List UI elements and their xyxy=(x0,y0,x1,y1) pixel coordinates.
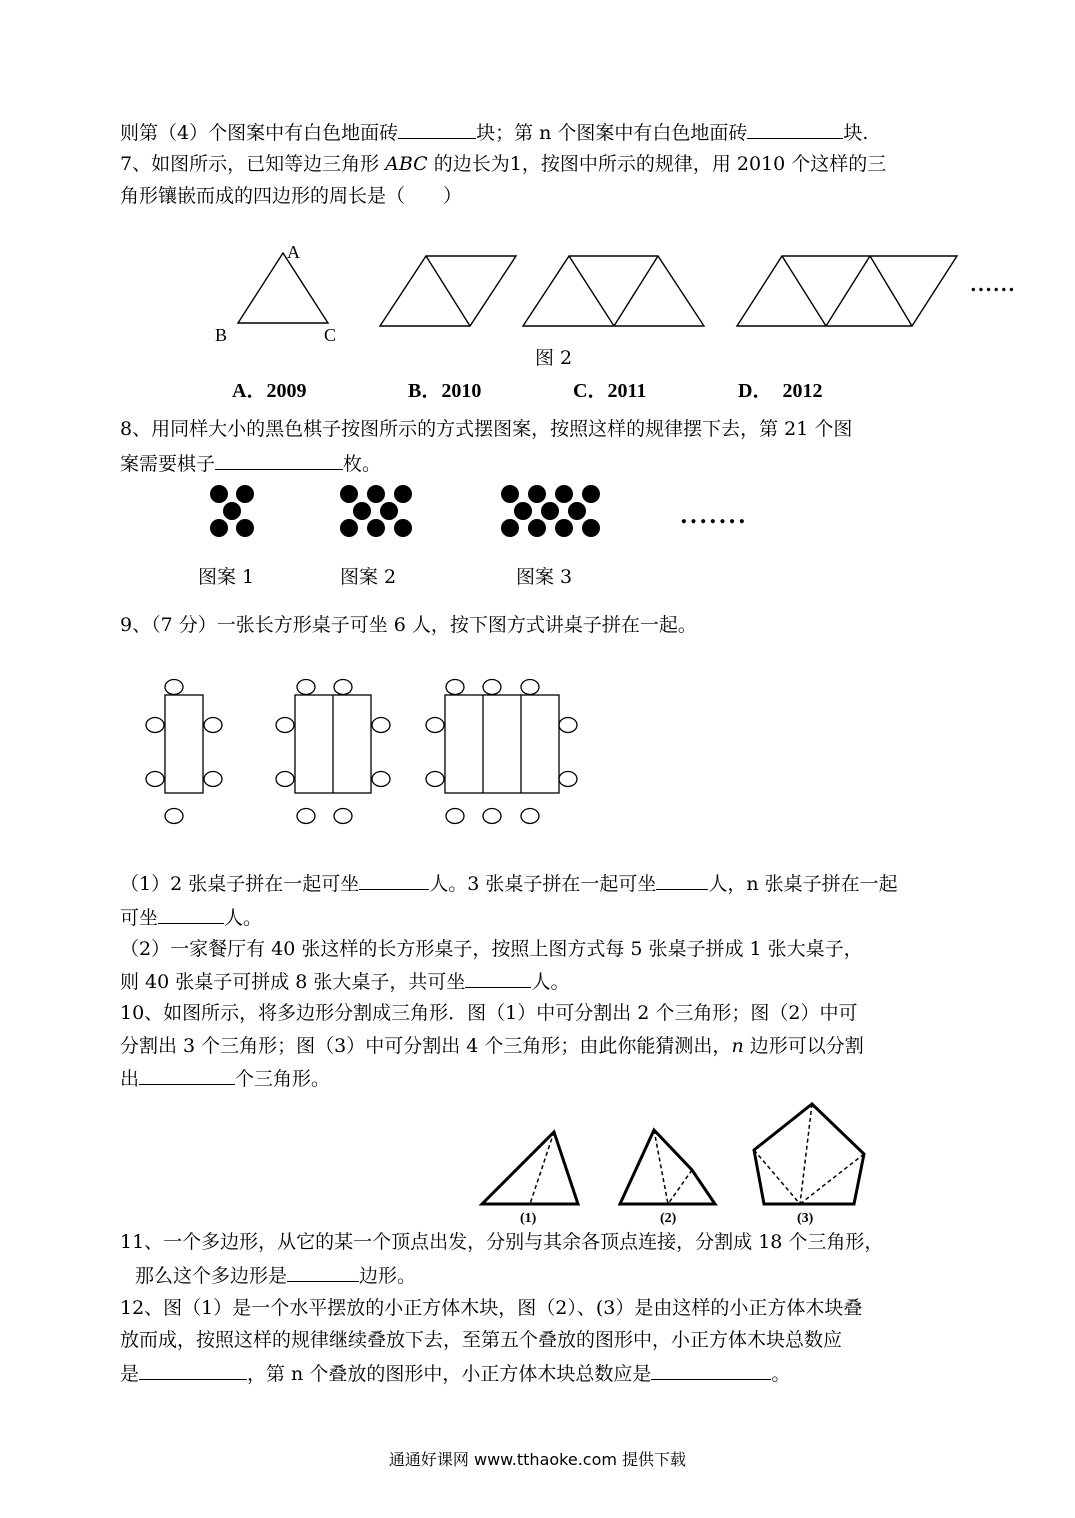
q7-text: 7、如图所示，已知等边三角形 xyxy=(120,153,386,175)
q9-text: 人。 xyxy=(224,907,263,929)
answer-blank[interactable] xyxy=(139,1066,235,1085)
option-a[interactable]: A．2009 xyxy=(232,380,307,402)
pattern-2-label: 图案 2 xyxy=(340,566,397,588)
q8-text: 案需要棋子 xyxy=(120,453,216,475)
figure-label-3: (3) xyxy=(797,1211,814,1226)
pattern-3-label: 图案 3 xyxy=(516,566,573,588)
q11-text: 那么这个多边形是 xyxy=(135,1265,288,1287)
q8-text: 枚。 xyxy=(343,453,382,475)
hexagon xyxy=(754,1104,864,1204)
q6-text-3: 块. xyxy=(843,122,869,144)
q10-text: 分割出 3 个三角形；图（3）中可分割出 4 个三角形；由此你能猜测出， xyxy=(120,1035,732,1057)
pentagon xyxy=(620,1130,715,1204)
q9-text: 可坐 xyxy=(120,907,159,929)
answer-blank[interactable] xyxy=(158,905,224,924)
answer-blank[interactable] xyxy=(747,120,843,139)
triangle-name: ABC xyxy=(385,153,428,175)
tiling-4 xyxy=(737,256,957,326)
q7-ellipsis: ...... xyxy=(970,274,1016,296)
pattern-3 xyxy=(501,485,600,537)
q9-text: （1）2 张桌子拼在一起可坐 xyxy=(120,873,360,895)
pattern-1-label: 图案 1 xyxy=(198,566,255,588)
answer-blank[interactable] xyxy=(465,969,531,988)
q7-text: 的边长为1，按图中所示的规律，用 2010 个这样的三 xyxy=(427,153,887,175)
three-tables xyxy=(426,680,577,824)
q11-line-1: 11、一个多边形，从它的某一个顶点出发，分别与其余各顶点连接，分割成 18 个三角形， xyxy=(120,1231,884,1253)
q6-tail-line xyxy=(120,120,868,145)
q9-line-1: 9、（7 分）一张长方形桌子可坐 6 人，按下图方式讲桌子拼在一起。 xyxy=(120,614,697,636)
q10-line-2 xyxy=(120,1034,864,1058)
q7-line-1 xyxy=(120,152,886,176)
two-tables xyxy=(276,680,390,824)
answer-blank[interactable] xyxy=(287,1263,359,1282)
one-table xyxy=(146,680,222,824)
variable-n: n xyxy=(731,1035,744,1057)
q10-text: 边形可以分割 xyxy=(743,1035,864,1057)
q9-text: 人。 xyxy=(531,971,570,993)
q9-part2-line-1: （2）一家餐厅有 40 张这样的长方形桌子，按照上图方式每 5 张桌子拼成 1 张大桌子， xyxy=(120,938,863,960)
figure-label-1: (1) xyxy=(520,1211,537,1226)
q7-line-2: 角形镶嵌而成的四边形的周长是（ ） xyxy=(120,185,463,207)
q10-text: 出 xyxy=(120,1068,140,1090)
q9-part2-line-2 xyxy=(120,969,569,994)
vertex-c-label: C xyxy=(324,325,337,345)
q9-part1-line-1 xyxy=(120,871,898,896)
q6-text-2: 块；第 n 个图案中有白色地面砖 xyxy=(476,122,748,144)
q12-text: 。 xyxy=(771,1363,791,1385)
q11-text: 边形。 xyxy=(359,1265,417,1287)
answer-blank[interactable] xyxy=(398,120,476,139)
q12-line-3 xyxy=(120,1361,790,1386)
triangle-abc xyxy=(238,253,328,323)
figure-label-2: (2) xyxy=(660,1211,677,1226)
quadrilateral xyxy=(482,1132,578,1204)
q9-text: 则 40 张桌子可拼成 8 张大桌子，共可坐 xyxy=(120,971,466,993)
q6-text-1: 则第（4）个图案中有白色地面砖 xyxy=(120,122,399,144)
chess-pieces-figure xyxy=(200,478,620,548)
answer-blank[interactable] xyxy=(215,451,343,470)
tiling-3 xyxy=(523,256,704,326)
answer-blank[interactable] xyxy=(651,1361,771,1380)
page-footer: 通通好课网 www.tthaoke.com 提供下载 xyxy=(388,1450,687,1469)
q9-text: 人。3 张桌子拼在一起可坐 xyxy=(429,873,657,895)
q12-text: 是 xyxy=(120,1363,140,1385)
q8-line-1: 8、用同样大小的黑色棋子按图所示的方式摆图案，按照这样的规律摆下去，第 21 个图 xyxy=(120,418,853,440)
q10-line-3 xyxy=(120,1066,330,1091)
q9-text: 人，n 张桌子拼在一起 xyxy=(708,873,898,895)
answer-blank[interactable] xyxy=(139,1361,247,1380)
option-d[interactable]: D． 2012 xyxy=(738,380,823,402)
pattern-2 xyxy=(340,485,412,537)
q12-text: ，第 n 个叠放的图形中，小正方体木块总数应是 xyxy=(247,1363,652,1385)
q12-line-2: 放而成，按照这样的规律继续叠放下去，至第五个叠放的图形中，小正方体木块总数应 xyxy=(120,1329,843,1351)
option-c[interactable]: C．2011 xyxy=(573,380,647,402)
q8-ellipsis: ....... xyxy=(680,503,748,529)
vertex-b-label: B xyxy=(215,325,228,345)
answer-blank[interactable] xyxy=(656,871,708,890)
option-b[interactable]: B．2010 xyxy=(408,380,482,402)
q10-text: 个三角形。 xyxy=(235,1068,331,1090)
tables-figure xyxy=(140,672,590,832)
q8-line-2 xyxy=(120,451,381,476)
q9-part1-line-2 xyxy=(120,905,262,930)
figure-caption: 图 2 xyxy=(535,347,573,369)
q10-line-1: 10、如图所示，将多边形分割成三角形．图（1）中可分割出 2 个三角形；图（2）中可 xyxy=(120,1002,858,1024)
q12-line-1: 12、图（1）是一个水平摆放的小正方体木块，图（2）、(3）是由这样的小正方体木块叠 xyxy=(120,1297,863,1319)
vertex-a-label: A xyxy=(287,242,300,262)
answer-blank[interactable] xyxy=(359,871,429,890)
q11-line-2 xyxy=(135,1263,416,1288)
pattern-1 xyxy=(210,485,254,537)
